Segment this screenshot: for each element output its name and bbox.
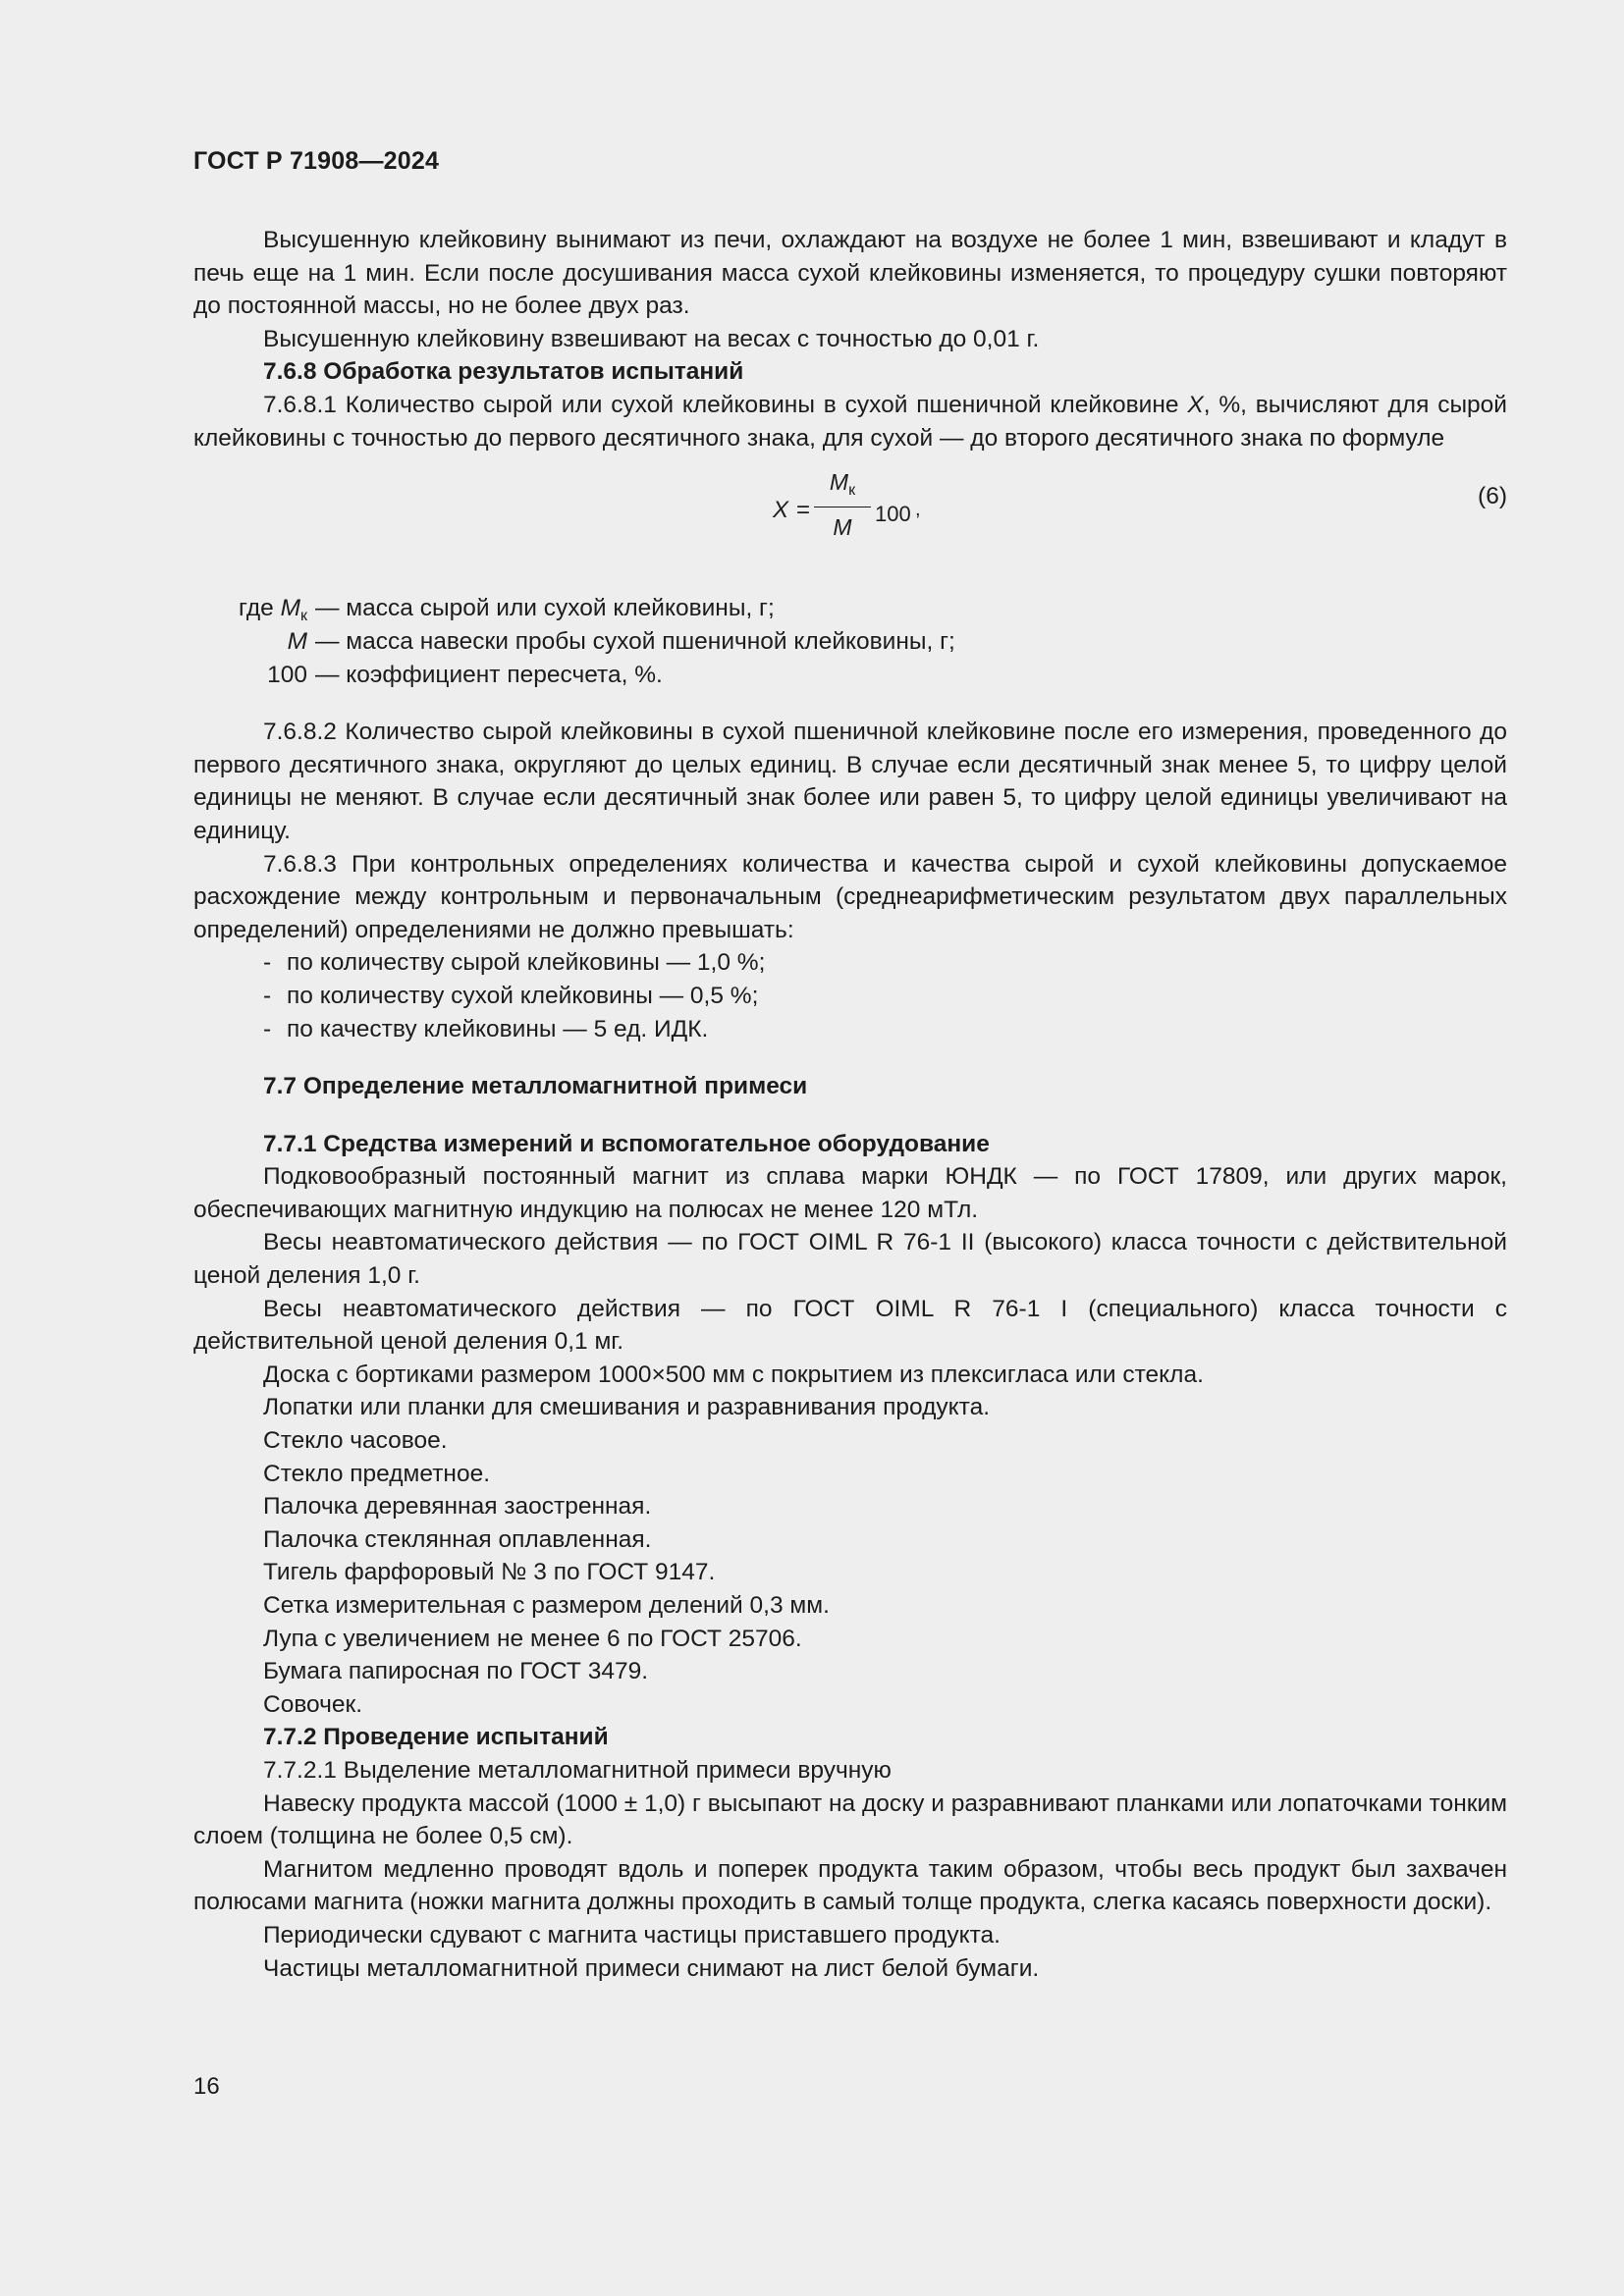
legend-prefix: где (239, 595, 281, 622)
paragraph-remove-particles: Частицы металломагнитной примеси снимают на лист белой бумаги. (263, 1954, 1040, 1982)
equipment-item: Лупа с увеличением не менее 6 по ГОСТ 25706. (263, 1625, 802, 1652)
list-item-text: по количеству сухой клейковины — 0,5 %; (287, 982, 759, 1009)
heading-7-7-1: 7.7.1 Средства измерений и вспомогательное оборудование (263, 1130, 990, 1157)
spacer (193, 1045, 1507, 1070)
paragraph-sample: Навеску продукта массой (1000 ± 1,0) г высыпают на доску и разравнивают планками или лопаточками тонким слоем (толщина не более 0,5 см). (193, 1789, 1507, 1850)
formula-equals: = (796, 497, 811, 524)
legend-description: — масса сырой или сухой клейковины, г; (315, 595, 775, 622)
paragraph-scale-2: Весы неавтоматического действия — по ГОСТ OIML R 76-1 I (специального) класса точности с действительной ценой деления 0,1 мг. (193, 1295, 1507, 1356)
legend-symbol: M (280, 595, 300, 622)
list-dash: - (263, 1015, 272, 1042)
spacer (193, 1103, 1507, 1128)
list-item (193, 1013, 1507, 1046)
legend-row (193, 592, 1507, 625)
paragraph-7-6-8-2: 7.6.8.2 Количество сырой клейковины в сухой пшеничной клейковине после его измерения, проведенного до первого десятичного знака, округляют до целых единиц. В случае если десятичный знак менее 5, то цифру целой единицы не меняют. В случае если десятичный знак более или равен 5, то цифру целой единицы увеличивают на единицу. (193, 719, 1507, 844)
heading-7-6-8: 7.6.8 Обработка результатов испытаний (263, 358, 744, 386)
equipment-item: Стекло часовое. (263, 1427, 448, 1455)
legend-subscript: к (300, 608, 307, 625)
legend-key (193, 625, 315, 659)
paragraph-7-6-8-1-part-a: 7.6.8.1 Количество сырой или сухой клейковины в сухой пшеничной клейковине (263, 391, 1188, 418)
paragraph-7-6-8-3: 7.6.8.3 При контрольных определениях количества и качества сырой и сухой клейковины допускаемое расхождение между контрольным и первоначальным (среднеарифметическим результатом двух параллельных определений) определениями не должно превышать: (193, 850, 1507, 943)
formula-factor: 100 (875, 502, 911, 527)
legend-description: — масса навески пробы сухой пшеничной клейковины, г; (315, 628, 955, 656)
equipment-item: Бумага папиросная по ГОСТ 3479. (263, 1658, 648, 1685)
legend-key: 100 (267, 662, 307, 689)
list-item (193, 980, 1507, 1013)
variable-x: X (1187, 391, 1204, 418)
legend-row (193, 659, 1507, 692)
equipment-item: Палочка стеклянная оплавленная. (263, 1525, 652, 1553)
numerator-symbol: M (829, 469, 849, 496)
numerator-subscript: к (848, 482, 856, 500)
list-item-text: по количеству сырой клейковины — 1,0 %; (287, 949, 766, 977)
formula-6 (193, 458, 1507, 557)
formula-comma: , (915, 499, 921, 521)
formula-expression (773, 466, 969, 545)
equipment-item: Сетка измерительная с размером делений 0,3 мм. (263, 1592, 830, 1619)
equipment-item: Стекло предметное. (263, 1460, 491, 1487)
list-dash: - (263, 982, 272, 1009)
heading-7-7: 7.7 Определение металломагнитной примеси (263, 1073, 808, 1100)
equipment-item: Совочек. (263, 1690, 363, 1718)
legend-row (193, 625, 1507, 659)
legend-symbol: M (287, 628, 307, 656)
paragraph-scale-1: Весы неавтоматического действия — по ГОСТ OIML R 76-1 II (высокого) класса точности с действительной ценой деления 1,0 г. (193, 1229, 1507, 1290)
formula-legend (193, 592, 1507, 692)
paragraph-drying-2: Высушенную клейковину взвешивают на весах с точностью до 0,01 г. (263, 325, 1040, 352)
paragraph-blow-off: Периодически сдувают с магнита частицы приставшего продукта. (263, 1921, 1001, 1949)
legend-description: — коэффициент пересчета, %. (315, 662, 663, 689)
paragraph-magnet: Подковообразный постоянный магнит из сплава марки ЮНДК — по ГОСТ 17809, или других марок, обеспечивающих магнитную индукцию на полюсах не менее 120 мТл. (193, 1163, 1507, 1223)
equipment-item: Палочка деревянная заостренная. (263, 1493, 652, 1521)
document-code-header: ГОСТ Р 71908—2024 (193, 147, 440, 175)
document-body (193, 224, 1507, 1985)
formula-lhs: X (773, 497, 789, 524)
list-dash: - (263, 949, 272, 977)
equipment-item: Лопатки или планки для смешивания и разравнивания продукта. (263, 1394, 991, 1421)
formula-numerator (814, 466, 871, 500)
paragraph-7-7-2-1: 7.7.2.1 Выделение металломагнитной примеси вручную (263, 1756, 892, 1784)
equipment-item: Тигель фарфоровый № 3 по ГОСТ 9147. (263, 1559, 716, 1586)
paragraph-drying-1: Высушенную клейковину вынимают из печи, охлаждают на воздухе не более 1 мин, взвешивают и кладут в печь еще на 1 мин. Если после досушивания масса сухой клейковины изменяется, то процедуру сушки повторяют до постоянной массы, но не более двух раз. (193, 227, 1507, 320)
formula-number: (6) (1478, 483, 1507, 510)
paragraph-magnet-pass: Магнитом медленно проводят вдоль и поперек продукта таким образом, чтобы весь продукт был захвачен полюсами магнита (ножки магнита должны проходить в самый толще продукта, слегка касаясь поверхности доски). (193, 1855, 1507, 1916)
list-item-text: по качеству клейковины — 5 ед. ИДК. (287, 1015, 709, 1042)
equipment-item: Доска с бортиками размером 1000×500 мм с покрытием из плексигласа или стекла. (263, 1361, 1204, 1388)
paragraph-7-6-8-1-part-b: , %, вычисляют для сырой клейковины с точностью до первого десятичного знака, для сухой — до второго десятичного знака по формуле (193, 391, 1507, 452)
page-number: 16 (193, 2073, 220, 2100)
heading-7-7-2: 7.7.2 Проведение испытаний (263, 1724, 609, 1751)
list-item (193, 946, 1507, 980)
paragraph-7-6-8-1 (193, 389, 1507, 454)
legend-key (193, 592, 315, 625)
formula-denominator: M (833, 514, 852, 541)
spacer (193, 692, 1507, 716)
